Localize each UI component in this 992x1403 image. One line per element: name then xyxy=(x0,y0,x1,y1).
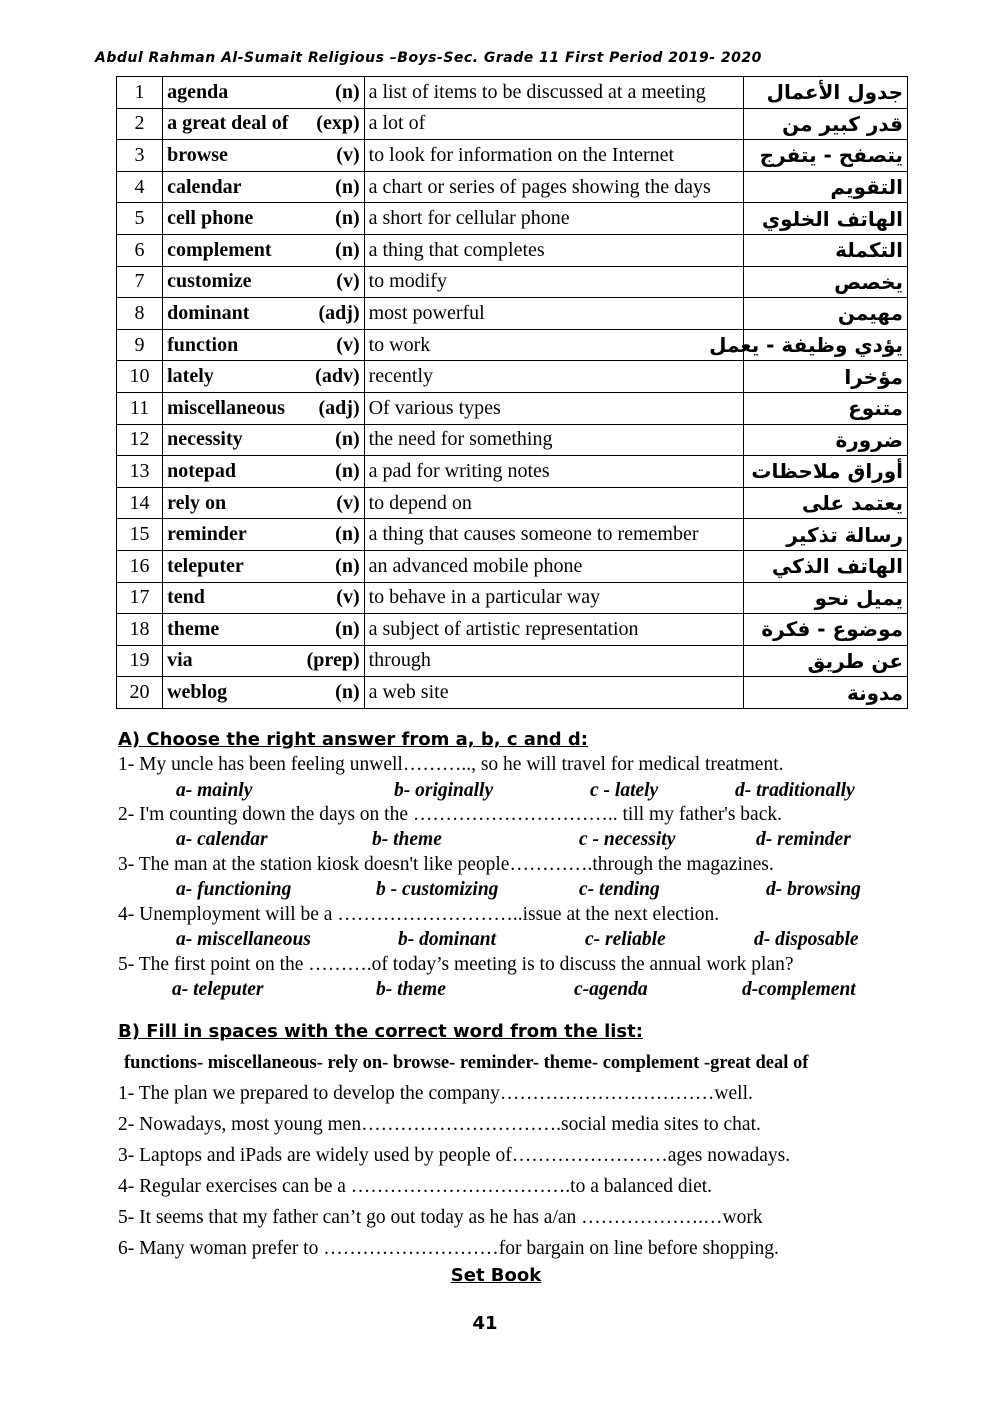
vocab-part-of-speech: (n) xyxy=(335,238,360,261)
vocab-number: 5 xyxy=(117,203,163,235)
vocab-definition: to modify xyxy=(364,266,743,298)
page-number: 41 xyxy=(472,1313,498,1334)
vocab-row xyxy=(117,645,908,677)
vocab-definition: to look for information on the Internet xyxy=(364,140,743,172)
vocab-word: complement xyxy=(167,238,272,261)
vocab-row xyxy=(117,614,908,646)
vocab-arabic: متنوع xyxy=(743,392,907,424)
vocab-number: 12 xyxy=(117,424,163,456)
option: a- calendar xyxy=(176,829,268,850)
vocab-row xyxy=(117,677,908,709)
vocab-part-of-speech: (n) xyxy=(335,681,360,704)
vocab-number: 1 xyxy=(117,77,163,109)
option: a- functioning xyxy=(176,879,292,900)
vocab-definition: a web site xyxy=(364,677,743,709)
vocab-word: rely on xyxy=(167,491,227,514)
vocab-arabic: التقويم xyxy=(743,171,907,203)
vocab-word: function xyxy=(167,333,239,356)
vocab-word: miscellaneous xyxy=(167,396,285,419)
option: d- browsing xyxy=(766,879,861,900)
options-a1 xyxy=(0,780,992,804)
vocab-word-cell xyxy=(163,487,365,519)
vocab-arabic: الهاتف الذكي xyxy=(743,550,907,582)
vocab-arabic: رسالة تذكير xyxy=(743,519,907,551)
vocab-word-cell xyxy=(163,392,365,424)
vocab-arabic: جدول الأعمال xyxy=(743,77,907,109)
vocab-word-cell xyxy=(163,234,365,266)
vocab-part-of-speech: (adj) xyxy=(318,301,360,324)
options-a3 xyxy=(0,879,992,903)
vocab-part-of-speech: (n) xyxy=(335,617,360,640)
question-a3: 3- The man at the station kiosk doesn't like people………….through the magazines. xyxy=(118,854,774,875)
vocab-part-of-speech: (n) xyxy=(335,554,360,577)
option: b- theme xyxy=(376,979,446,1000)
vocab-part-of-speech: (n) xyxy=(335,207,360,230)
vocab-word: customize xyxy=(167,270,252,293)
vocab-part-of-speech: (v) xyxy=(336,333,360,356)
vocab-row xyxy=(117,329,908,361)
vocab-arabic: يعتمد على xyxy=(743,487,907,519)
vocab-number: 17 xyxy=(117,582,163,614)
vocab-word: a great deal of xyxy=(167,112,289,135)
vocab-part-of-speech: (n) xyxy=(335,459,360,482)
vocab-row xyxy=(117,456,908,488)
vocab-row xyxy=(117,361,908,393)
set-book-label: Set Book xyxy=(450,1265,542,1286)
vocab-word: theme xyxy=(167,617,220,640)
vocab-word-cell xyxy=(163,614,365,646)
options-a5 xyxy=(0,979,992,1003)
vocab-word: teleputer xyxy=(167,554,244,577)
vocab-definition: a chart or series of pages showing the days xyxy=(364,171,743,203)
vocab-word: tend xyxy=(167,586,205,609)
vocab-number: 16 xyxy=(117,550,163,582)
vocab-number: 11 xyxy=(117,392,163,424)
vocab-part-of-speech: (prep) xyxy=(306,649,360,672)
question-b6: 6- Many woman prefer to ………………………for bargain on line before shopping. xyxy=(118,1238,779,1259)
vocab-row xyxy=(117,140,908,172)
question-b3: 3- Laptops and iPads are widely used by people of……………………ages nowadays. xyxy=(118,1145,791,1166)
vocab-number: 8 xyxy=(117,298,163,330)
vocab-row xyxy=(117,108,908,140)
vocab-word-cell xyxy=(163,266,365,298)
vocab-definition: a list of items to be discussed at a meeting xyxy=(364,77,743,109)
vocab-row xyxy=(117,582,908,614)
vocab-arabic: قدر كبير من xyxy=(743,108,907,140)
vocab-arabic: موضوع - فكرة xyxy=(743,614,907,646)
vocab-number: 6 xyxy=(117,234,163,266)
vocab-row xyxy=(117,298,908,330)
option: b - customizing xyxy=(376,879,499,900)
vocab-row xyxy=(117,171,908,203)
vocab-definition: a pad for writing notes xyxy=(364,456,743,488)
vocab-word-cell xyxy=(163,550,365,582)
vocab-word-cell xyxy=(163,456,365,488)
option: d- disposable xyxy=(754,929,859,950)
vocab-definition: a short for cellular phone xyxy=(364,203,743,235)
vocab-part-of-speech: (exp) xyxy=(316,112,360,135)
vocab-number: 2 xyxy=(117,108,163,140)
vocab-row xyxy=(117,550,908,582)
option: b- theme xyxy=(372,829,442,850)
vocab-definition: a subject of artistic representation xyxy=(364,614,743,646)
vocab-row xyxy=(117,266,908,298)
vocab-number: 9 xyxy=(117,329,163,361)
question-b4: 4- Regular exercises can be a …………………………….to a balanced diet. xyxy=(118,1176,713,1197)
section-a-title: A) Choose the right answer from a, b, c and d: xyxy=(118,729,589,750)
vocab-definition: to behave in a particular way xyxy=(364,582,743,614)
vocab-part-of-speech: (n) xyxy=(335,428,360,451)
option: c - lately xyxy=(590,780,659,801)
page-header: Abdul Rahman Al-Sumait Religious –Boys-Sec. Grade 11 First Period 2019- 2020 xyxy=(95,50,762,66)
option: d- traditionally xyxy=(735,780,855,801)
vocab-word-cell xyxy=(163,108,365,140)
vocab-number: 7 xyxy=(117,266,163,298)
vocab-arabic: يميل نحو xyxy=(743,582,907,614)
question-b5: 5- It seems that my father can’t go out today as he has a/an ……………….…work xyxy=(118,1207,763,1228)
vocab-word-cell xyxy=(163,140,365,172)
vocab-word: calendar xyxy=(167,175,242,198)
vocab-number: 18 xyxy=(117,614,163,646)
vocab-row xyxy=(117,487,908,519)
vocab-number: 3 xyxy=(117,140,163,172)
options-a4 xyxy=(0,929,992,953)
vocab-word-cell xyxy=(163,519,365,551)
vocab-arabic: التكملة xyxy=(743,234,907,266)
vocab-definition: the need for something xyxy=(364,424,743,456)
vocab-word-cell xyxy=(163,77,365,109)
vocab-arabic: يتصفح - يتفرج xyxy=(743,140,907,172)
vocab-word-cell xyxy=(163,677,365,709)
vocab-definition: a thing that completes xyxy=(364,234,743,266)
vocab-definition: most powerful xyxy=(364,298,743,330)
vocab-row xyxy=(117,203,908,235)
vocab-part-of-speech: (n) xyxy=(335,175,360,198)
question-a1: 1- My uncle has been feeling unwell……….., so he will travel for medical treatment. xyxy=(118,754,784,775)
question-a2: 2- I'm counting down the days on the ………………………….. till my father's back. xyxy=(118,804,782,825)
option: c-agenda xyxy=(574,979,648,1000)
vocab-row xyxy=(117,519,908,551)
vocab-word: cell phone xyxy=(167,207,254,230)
vocab-word: notepad xyxy=(167,459,237,482)
vocab-arabic: أوراق ملاحظات xyxy=(743,456,907,488)
vocabulary-table xyxy=(116,76,908,709)
vocab-definition: to depend on xyxy=(364,487,743,519)
vocab-part-of-speech: (adv) xyxy=(315,365,360,388)
vocab-arabic: ضرورة xyxy=(743,424,907,456)
vocab-number: 14 xyxy=(117,487,163,519)
vocab-word-cell xyxy=(163,298,365,330)
vocab-word-cell xyxy=(163,645,365,677)
vocab-number: 4 xyxy=(117,171,163,203)
vocab-word: dominant xyxy=(167,301,250,324)
vocab-arabic: الهاتف الخلوي xyxy=(743,203,907,235)
vocab-word-cell xyxy=(163,361,365,393)
vocab-row xyxy=(117,392,908,424)
vocab-word: necessity xyxy=(167,428,243,451)
question-b2: 2- Nowadays, most young men………………………….social media sites to chat. xyxy=(118,1114,761,1135)
vocab-definition: to work xyxy=(364,329,743,361)
vocab-part-of-speech: (v) xyxy=(336,143,360,166)
option: a- miscellaneous xyxy=(176,929,311,950)
vocab-part-of-speech: (v) xyxy=(336,491,360,514)
vocab-number: 15 xyxy=(117,519,163,551)
vocab-row xyxy=(117,234,908,266)
option: c - necessity xyxy=(579,829,676,850)
vocab-word: lately xyxy=(167,365,214,388)
vocab-word: via xyxy=(167,649,193,672)
vocab-arabic: يؤدي وظيفة - يعمل xyxy=(743,329,907,361)
option: a- teleputer xyxy=(172,979,264,1000)
option: c- tending xyxy=(579,879,660,900)
vocab-definition: an advanced mobile phone xyxy=(364,550,743,582)
vocab-word-cell xyxy=(163,171,365,203)
options-a2 xyxy=(0,829,992,853)
vocab-arabic: مهيمن xyxy=(743,298,907,330)
vocab-part-of-speech: (n) xyxy=(335,523,360,546)
vocab-part-of-speech: (adj) xyxy=(318,396,360,419)
vocab-word: agenda xyxy=(167,80,229,103)
option: d- reminder xyxy=(756,829,851,850)
vocab-arabic: مؤخرا xyxy=(743,361,907,393)
vocab-definition: through xyxy=(364,645,743,677)
option: a- mainly xyxy=(176,780,253,801)
vocab-definition: a thing that causes someone to remember xyxy=(364,519,743,551)
vocab-row xyxy=(117,424,908,456)
vocab-part-of-speech: (v) xyxy=(336,586,360,609)
vocab-number: 19 xyxy=(117,645,163,677)
option: d-complement xyxy=(742,979,856,1000)
vocab-arabic: يخصص xyxy=(743,266,907,298)
option: b- originally xyxy=(394,780,494,801)
option: c- reliable xyxy=(585,929,666,950)
vocab-word: browse xyxy=(167,143,228,166)
vocab-number: 20 xyxy=(117,677,163,709)
word-list: functions- miscellaneous- rely on- browse- reminder- theme- complement -great deal of xyxy=(124,1053,809,1073)
vocab-arabic: عن طريق xyxy=(743,645,907,677)
vocab-number: 13 xyxy=(117,456,163,488)
vocab-definition: recently xyxy=(364,361,743,393)
question-b1: 1- The plan we prepared to develop the company……………………………well. xyxy=(118,1083,753,1104)
vocab-word-cell xyxy=(163,329,365,361)
vocab-definition: Of various types xyxy=(364,392,743,424)
vocab-word-cell xyxy=(163,424,365,456)
section-b-title: B) Fill in spaces with the correct word from the list: xyxy=(118,1021,643,1042)
question-a4: 4- Unemployment will be a ………………………..issue at the next election. xyxy=(118,904,720,925)
vocab-definition: a lot of xyxy=(364,108,743,140)
vocab-word: weblog xyxy=(167,681,228,704)
vocab-row xyxy=(117,77,908,109)
vocab-word-cell xyxy=(163,582,365,614)
vocab-part-of-speech: (n) xyxy=(335,80,360,103)
option: b- dominant xyxy=(398,929,497,950)
vocab-number: 10 xyxy=(117,361,163,393)
question-a5: 5- The first point on the ……….of today’s meeting is to discuss the annual work plan? xyxy=(118,954,794,975)
vocab-word: reminder xyxy=(167,523,247,546)
vocab-part-of-speech: (v) xyxy=(336,270,360,293)
vocab-arabic: مدونة xyxy=(743,677,907,709)
vocab-word-cell xyxy=(163,203,365,235)
